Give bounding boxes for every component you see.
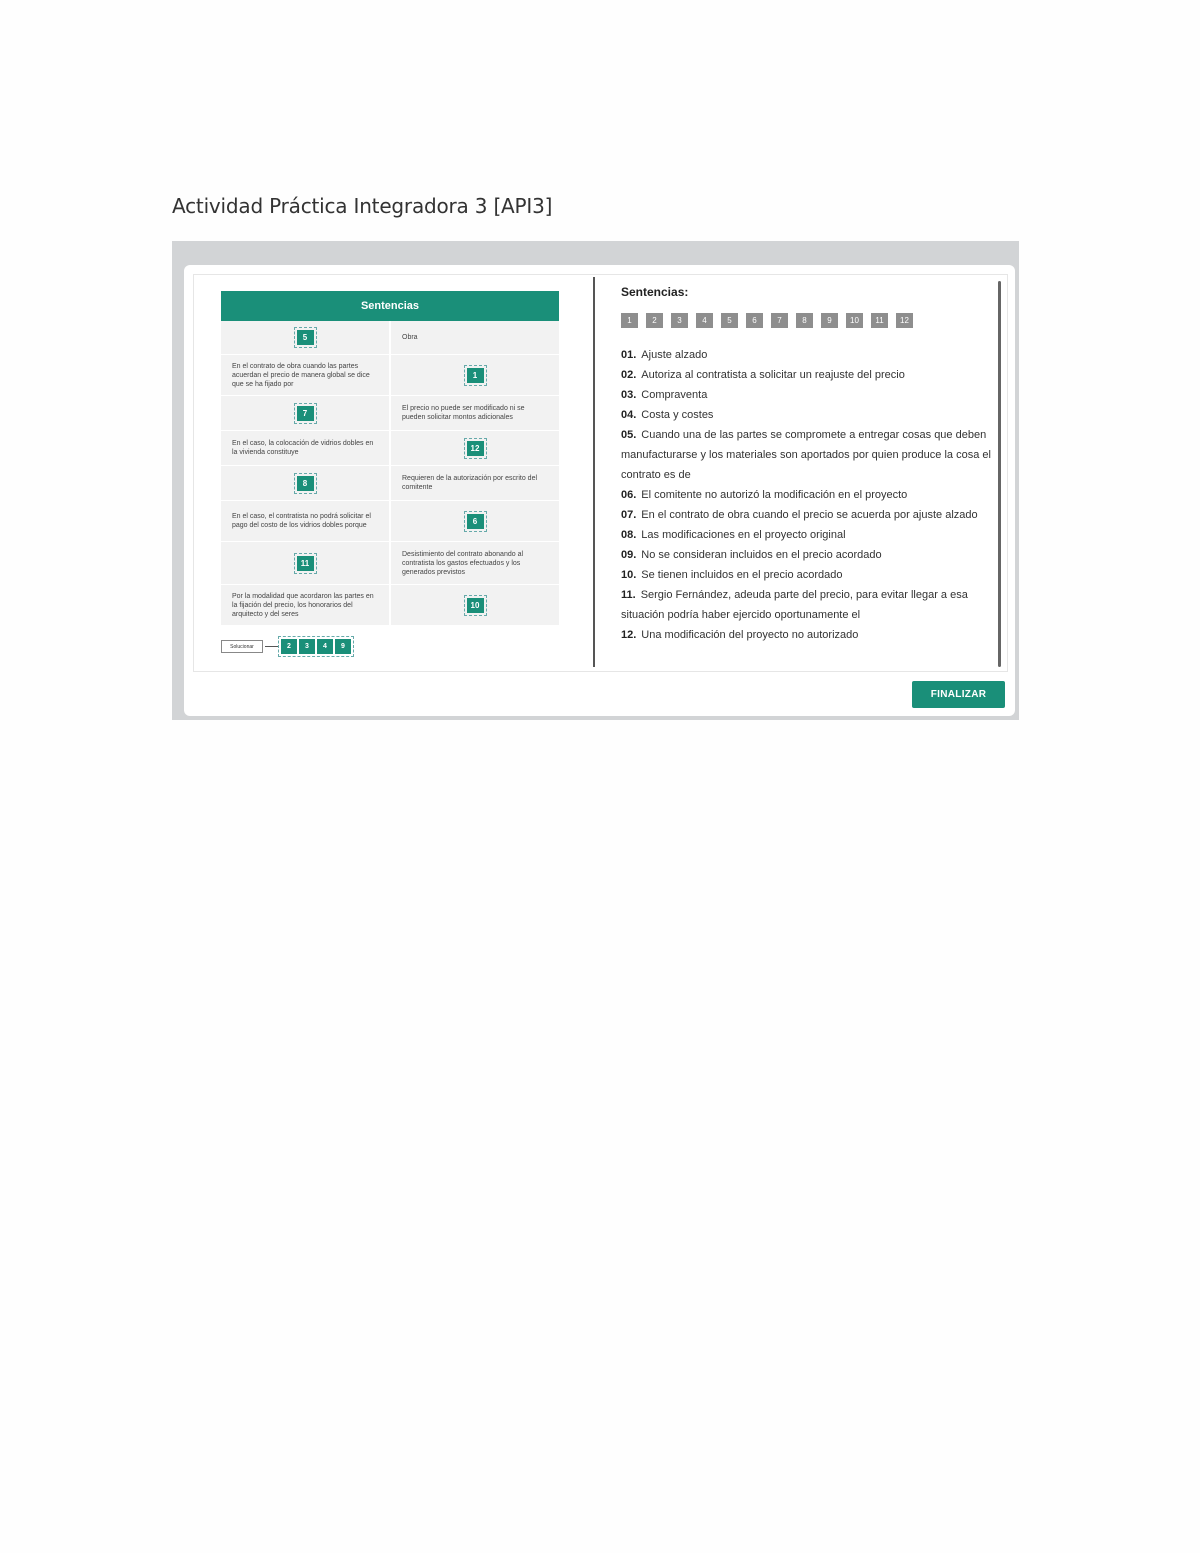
diagram-cell-left — [221, 431, 389, 465]
diagram-cell-text: Por la modalidad que acordaron las partes en la fijación del precio, los honorarios del arquitecto y del seres — [232, 592, 374, 618]
sentences-panel — [621, 285, 991, 645]
drop-target-number: 8 — [297, 476, 314, 491]
sentence-number: 11. — [621, 589, 636, 601]
activity-frame — [172, 241, 1019, 720]
sentence-number: 10. — [621, 569, 637, 581]
sentence-number: 04. — [621, 409, 637, 421]
diagram-cell-text: Obra — [402, 334, 418, 341]
sentence-text: Autoriza al contratista a solicitar un reajuste del precio — [641, 369, 905, 381]
sentence-text: Costa y costes — [641, 409, 714, 421]
diagram-cell-right — [391, 585, 559, 625]
diagram-cell-left — [221, 355, 389, 395]
diagram-cell-right — [391, 355, 559, 395]
diagram-row — [221, 501, 559, 542]
sentence-chip[interactable]: 12 — [896, 313, 913, 328]
sentence-item[interactable] — [621, 545, 991, 565]
diagram-cell-left — [221, 501, 389, 541]
sentence-item[interactable] — [621, 505, 991, 525]
sentence-number: 02. — [621, 369, 637, 381]
drop-target-number: 7 — [297, 406, 314, 421]
diagram-cell-text: En el contrato de obra cuando las partes acuerdan el precio de manera global se dice que se ha fijado por — [232, 362, 370, 388]
sentences-diagram — [221, 291, 559, 621]
sentence-text: En el contrato de obra cuando el precio se acuerda por ajuste alzado — [641, 509, 978, 521]
drop-target-number: 11 — [297, 556, 314, 571]
diagram-cell-left — [221, 396, 389, 430]
solution-arrow-icon — [265, 646, 279, 647]
diagram-cell-right — [391, 466, 559, 500]
diagram-cell-text: Requieren de la autorización por escrito del comitente — [402, 475, 538, 491]
scrollbar[interactable] — [998, 281, 1001, 667]
sentence-text: Compraventa — [641, 389, 708, 401]
sentence-number: 01. — [621, 349, 637, 361]
solution-number: 4 — [317, 639, 333, 654]
sentence-chip[interactable]: 2 — [646, 313, 663, 328]
solution-numbers — [281, 639, 351, 654]
sentence-item[interactable] — [621, 405, 991, 425]
sentence-text: Ajuste alzado — [641, 349, 708, 361]
sentences-title: Sentencias: — [621, 285, 689, 299]
diagram-rows — [221, 321, 559, 626]
sentence-item[interactable] — [621, 365, 991, 385]
sentences-list — [621, 345, 991, 645]
sentence-chip[interactable]: 9 — [821, 313, 838, 328]
diagram-cell-left — [221, 542, 389, 584]
sentence-chip[interactable]: 11 — [871, 313, 888, 328]
diagram-cell-text: Desistimiento del contrato abonando al contratista los gastos efectuados y los generados previstos — [402, 550, 524, 576]
sentence-item[interactable] — [621, 485, 991, 505]
drop-target-number: 6 — [467, 514, 484, 529]
diagram-cell-left — [221, 321, 389, 354]
sentence-text: Las modificaciones en el proyecto original — [641, 529, 846, 541]
panel-divider — [593, 277, 595, 667]
diagram-cell-text: En el caso, el contratista no podrá solicitar el pago del costo de los vidrios dobles porque — [232, 513, 371, 529]
sentence-number: 09. — [621, 549, 637, 561]
sentence-chip[interactable]: 7 — [771, 313, 788, 328]
diagram-cell-right — [391, 542, 559, 584]
finalize-button[interactable]: FINALIZAR — [912, 681, 1005, 708]
sentence-text: Una modificación del proyecto no autorizado — [641, 629, 859, 641]
sentence-chip[interactable]: 10 — [846, 313, 863, 328]
activity-panel — [193, 274, 1008, 672]
sentence-chip[interactable]: 3 — [671, 313, 688, 328]
sentence-item[interactable] — [621, 385, 991, 405]
solution-label: Solucionar — [221, 640, 263, 653]
sentence-chip[interactable]: 5 — [721, 313, 738, 328]
sentence-text: No se consideran incluidos en el precio acordado — [641, 549, 882, 561]
sentence-item[interactable] — [621, 525, 991, 545]
diagram-row — [221, 585, 559, 626]
drop-target-number: 12 — [467, 441, 484, 456]
activity-card — [184, 265, 1015, 716]
sentence-chip[interactable]: 8 — [796, 313, 813, 328]
sentence-text: Sergio Fernández, adeuda parte del precio, para evitar llegar a esa situación podría haber ejercido oportunamente el — [621, 589, 968, 621]
sentence-number: 06. — [621, 489, 637, 501]
drop-target-number: 1 — [467, 368, 484, 383]
sentence-item[interactable] — [621, 425, 991, 485]
drop-target-number: 10 — [467, 598, 484, 613]
sentence-number: 05. — [621, 429, 637, 441]
sentence-item[interactable] — [621, 625, 991, 645]
sentence-number: 12. — [621, 629, 637, 641]
diagram-row — [221, 466, 559, 501]
diagram-row — [221, 431, 559, 466]
sentence-chip[interactable]: 1 — [621, 313, 638, 328]
solution-number: 2 — [281, 639, 297, 654]
diagram-cell-right — [391, 321, 559, 354]
sentence-item[interactable] — [621, 345, 991, 365]
solution-number: 3 — [299, 639, 315, 654]
solution-row — [221, 639, 351, 654]
diagram-cell-right — [391, 396, 559, 430]
diagram-row — [221, 396, 559, 431]
sentence-text: Se tienen incluidos en el precio acordado — [641, 569, 843, 581]
diagram-cell-text: El precio no puede ser modificado ni se pueden solicitar montos adicionales — [402, 405, 525, 421]
sentence-chip[interactable]: 6 — [746, 313, 763, 328]
sentence-item[interactable] — [621, 585, 991, 625]
drop-target-number: 5 — [297, 330, 314, 345]
diagram-cell-left — [221, 466, 389, 500]
sentence-chip[interactable]: 4 — [696, 313, 713, 328]
sentence-text: Cuando una de las partes se compromete a entregar cosas que deben manufacturarse y los materiales son aportados por quien produce la cosa el contrato es de — [621, 429, 991, 481]
solution-number: 9 — [335, 639, 351, 654]
diagram-row — [221, 355, 559, 396]
diagram-cell-text: En el caso, la colocación de vidrios dobles en la vivienda constituye — [232, 440, 374, 456]
sentence-item[interactable] — [621, 565, 991, 585]
sentence-chips — [621, 313, 991, 328]
diagram-row — [221, 321, 559, 355]
diagram-cell-right — [391, 431, 559, 465]
sentence-number: 07. — [621, 509, 637, 521]
sentence-text: El comitente no autorizó la modificación en el proyecto — [641, 489, 908, 501]
diagram-row — [221, 542, 559, 585]
diagram-cell-left — [221, 585, 389, 625]
document-title: Actividad Práctica Integradora 3 [API3] — [172, 194, 553, 218]
sentence-number: 08. — [621, 529, 637, 541]
diagram-cell-right — [391, 501, 559, 541]
diagram-header: Sentencias — [221, 291, 559, 321]
sentence-number: 03. — [621, 389, 637, 401]
